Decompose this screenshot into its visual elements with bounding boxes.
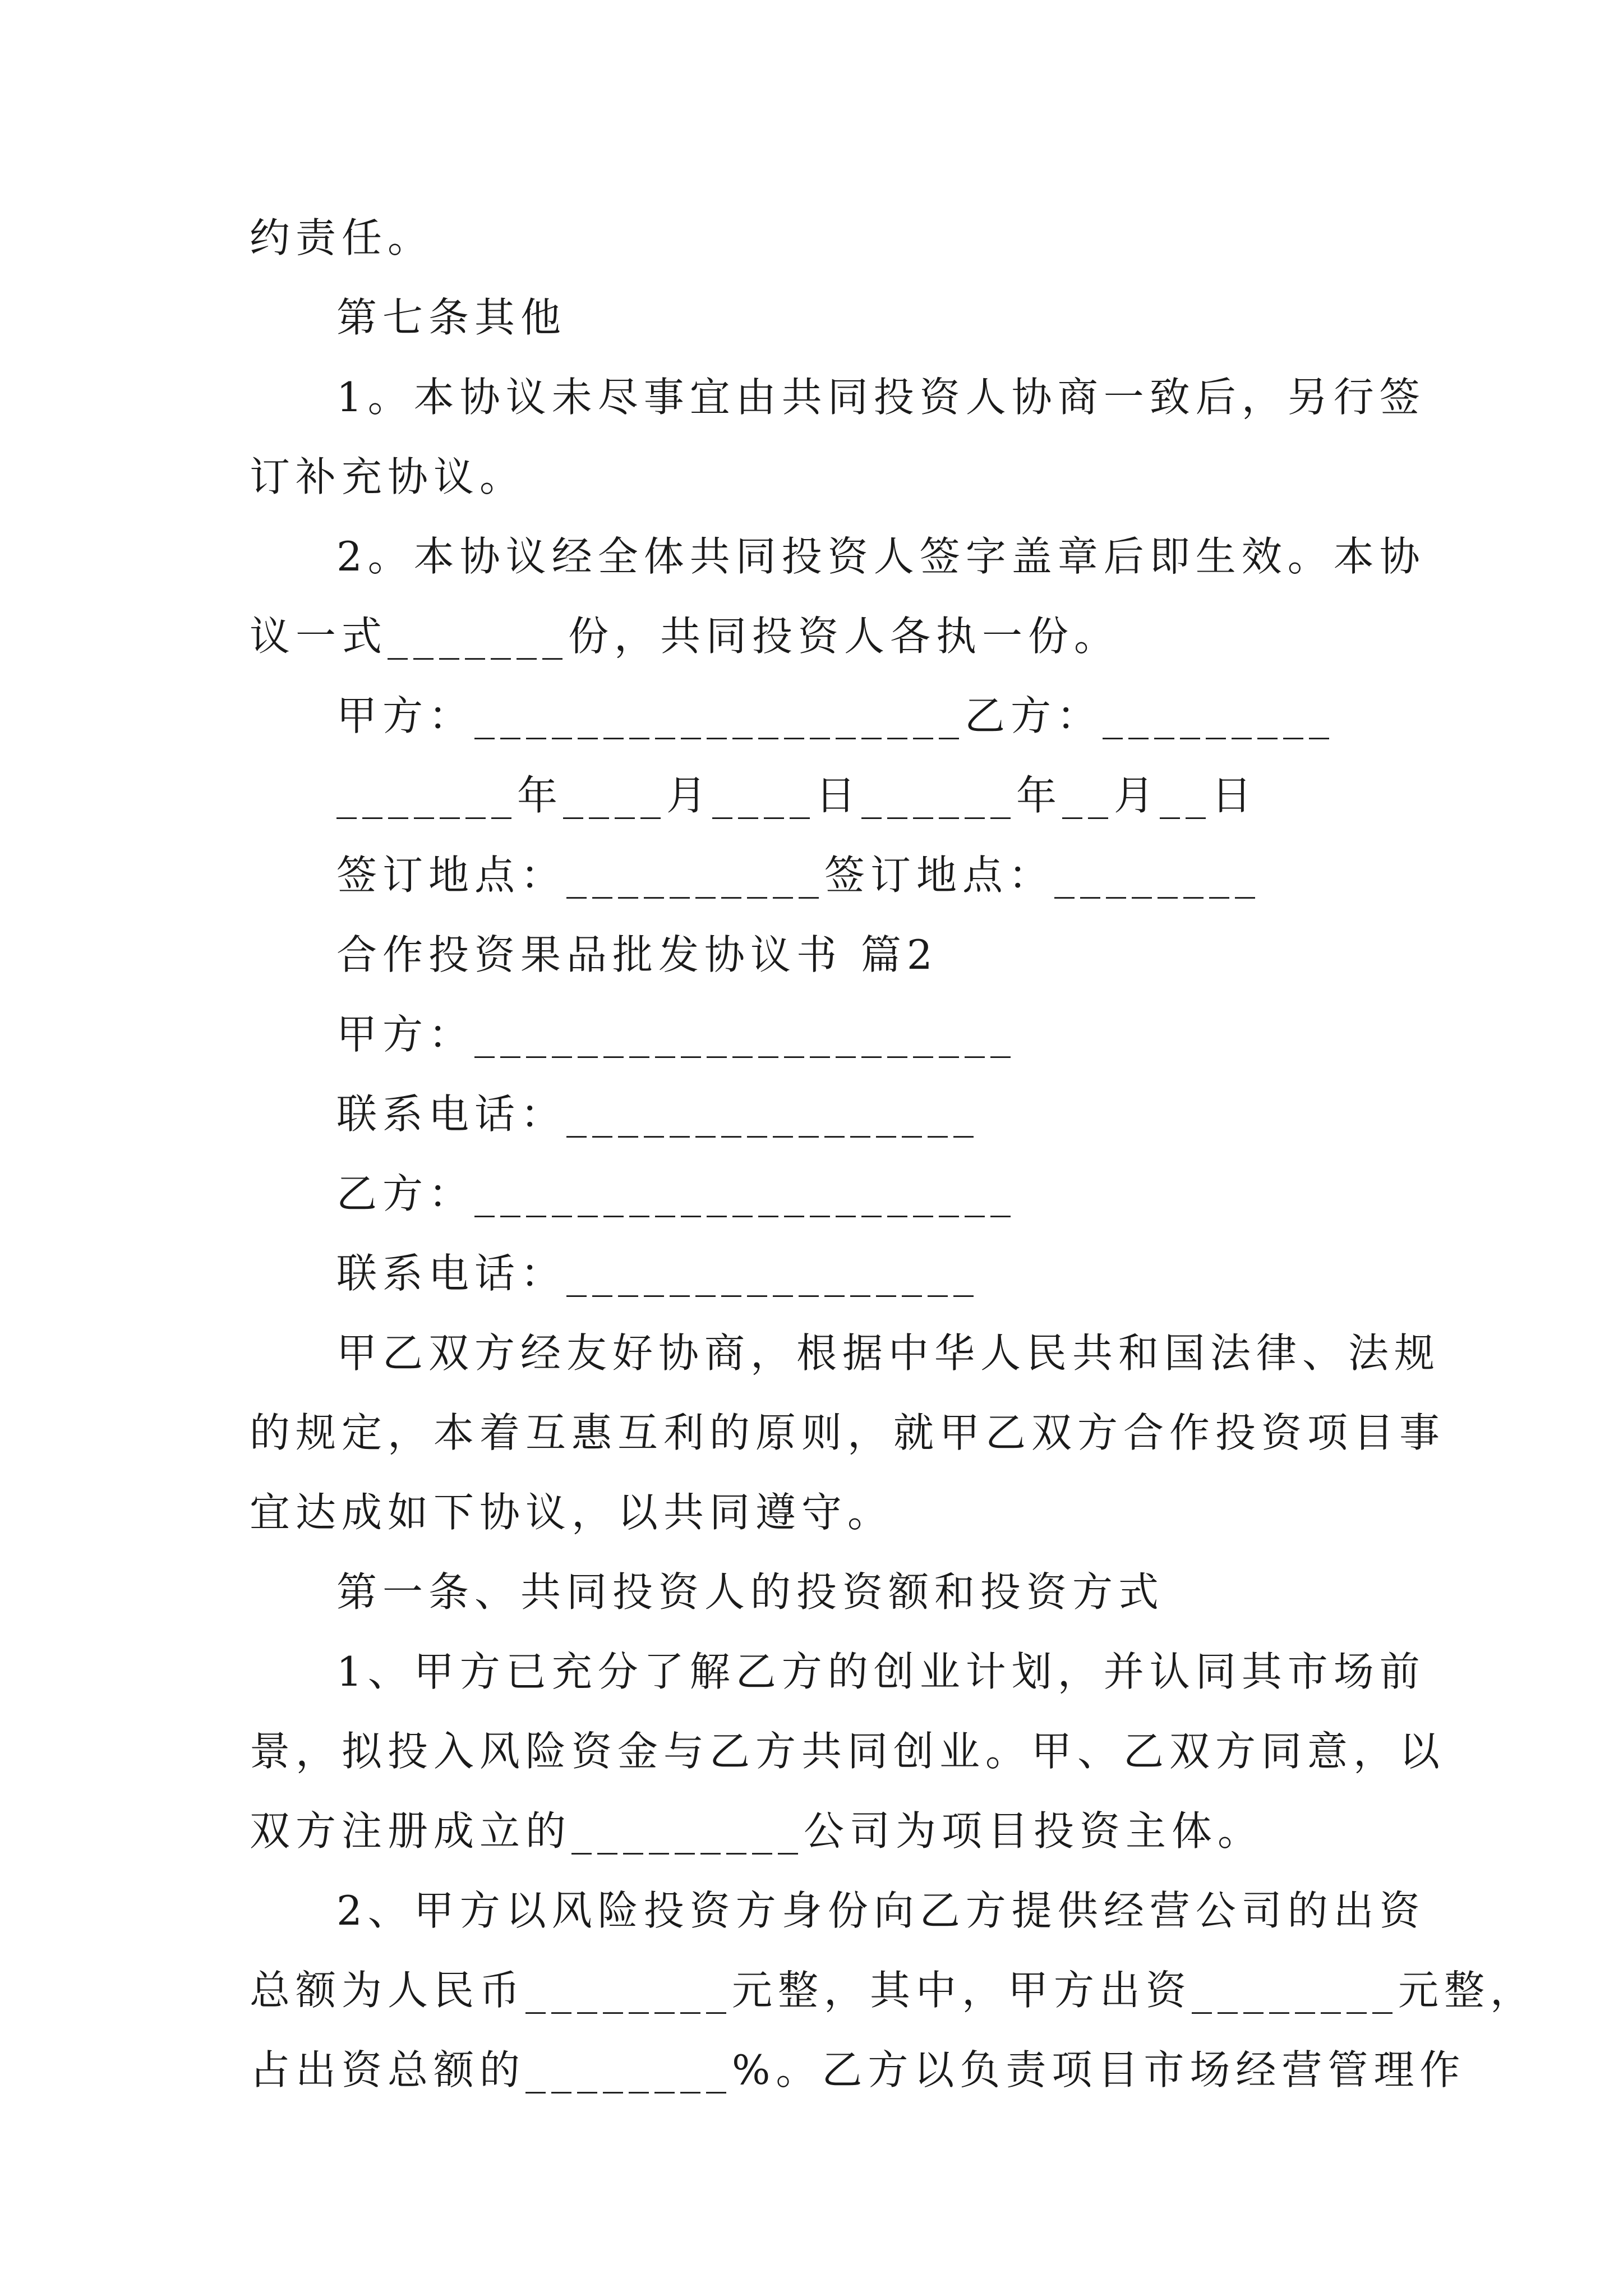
- location-line: 签订地点：__________签订地点：________: [336, 852, 1261, 899]
- phone-field: 联系电话：________________: [336, 1091, 980, 1138]
- text-line: 宜达成如下协议，以共同遵守。: [250, 1489, 894, 1536]
- party-b-field: 乙方：_____________________: [336, 1170, 1017, 1217]
- text-line: 2。本协议经全体共同投资人签字盖章后即生效。本协: [336, 533, 1426, 580]
- phone-field: 联系电话：________________: [336, 1250, 980, 1297]
- text-line: 1。本协议未尽事宜由共同投资人协商一致后，另行签: [336, 374, 1426, 421]
- text-line: 甲乙双方经友好协商，根据中华人民共和国法律、法规: [336, 1329, 1441, 1377]
- text-line: 景，拟投入风险资金与乙方共同创业。甲、乙双方同意，以: [250, 1728, 1446, 1775]
- party-a-field: 甲方：_____________________: [336, 1011, 1017, 1058]
- text-line: 订补充协议。: [250, 453, 526, 500]
- section-heading: 第一条、共同投资人的投资额和投资方式: [336, 1568, 1165, 1616]
- text-line: 双方注册成立的_________公司为项目投资主体。: [250, 1807, 1264, 1855]
- text-line: 约责任。: [250, 214, 434, 261]
- text-line: 2、甲方以风险投资方身份向乙方提供经营公司的出资: [336, 1887, 1426, 1934]
- text-line: 议一式_______份，共同投资人各执一份。: [250, 613, 1121, 660]
- text-line: 1、甲方已充分了解乙方的创业计划，并认同其市场前: [336, 1648, 1426, 1695]
- date-line: _______年____月____日______年__月__日: [336, 772, 1257, 819]
- text-line: 总额为人民币________元整，其中，甲方出资________元整，: [250, 1967, 1537, 2014]
- text-line: 占出资总额的________%。乙方以负责项目市场经营管理作: [250, 2046, 1466, 2093]
- signature-line: 甲方：___________________乙方：_________: [336, 692, 1335, 739]
- section-heading: 合作投资果品批发协议书 篇2: [336, 931, 938, 978]
- section-heading: 第七条其他: [336, 294, 567, 341]
- text-line: 的规定，本着互惠互利的原则，就甲乙双方合作投资项目事: [250, 1409, 1446, 1456]
